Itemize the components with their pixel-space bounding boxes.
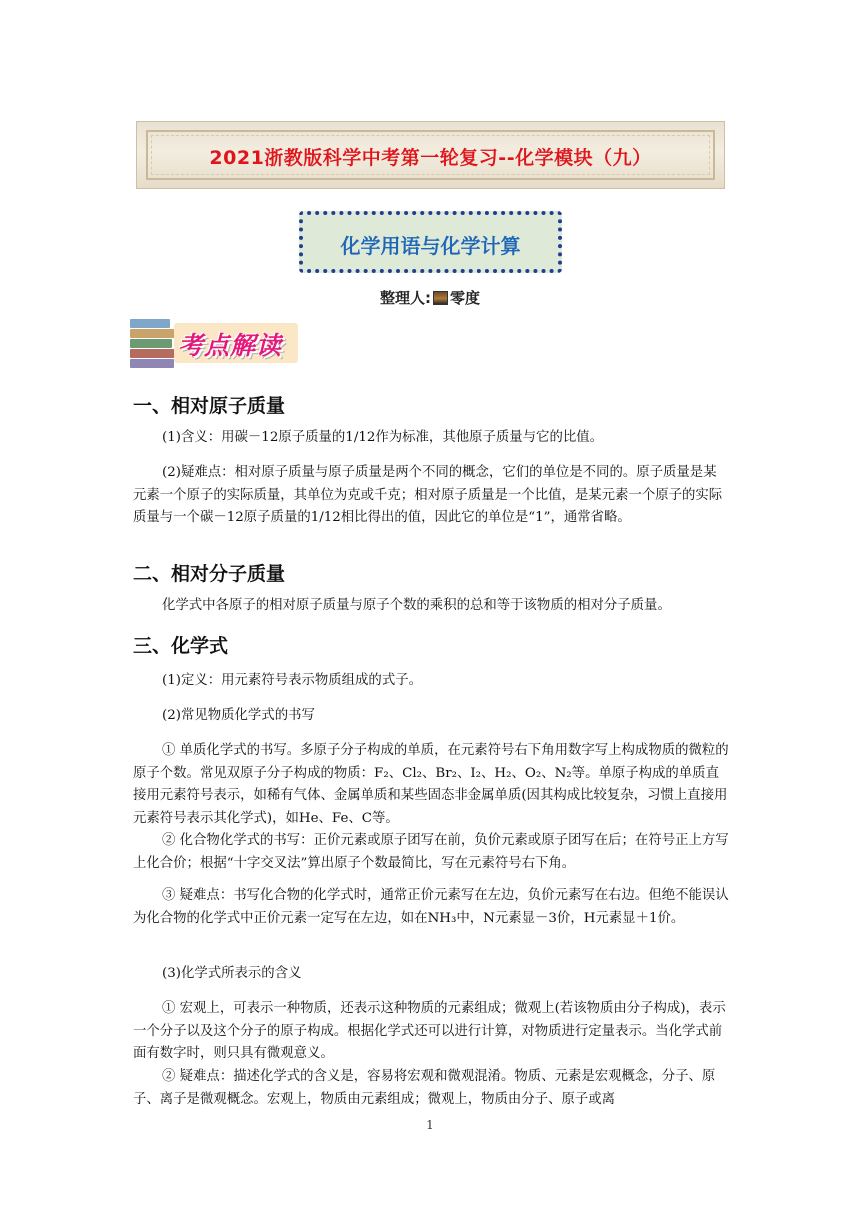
- paragraph: (3)化学式所表示的含义: [162, 966, 302, 981]
- compiler-label: 整理人:: [379, 289, 431, 307]
- page-number: 1: [426, 1118, 434, 1132]
- paragraph: ③ 疑难点：书写化合物的化学式时，通常正价元素写在左边，负价元素写在右边。但绝不能误认为化合物的化学式中正价元素一定写在左边，如在NH₃中，N元素显－3价，H元素显＋1价。: [133, 888, 729, 926]
- paragraph: ② 疑难点：描述化学式的含义是，容易将宏观和微观混淆。物质、元素是宏观概念，分子、原子、离子是微观概念。宏观上，物质由元素组成；微观上，物质由分子、原子或离: [133, 1069, 716, 1107]
- key-points-emblem: [130, 317, 298, 375]
- subtitle-box: [299, 211, 562, 273]
- paragraph: ① 宏观上，可表示一种物质，还表示这种物质的元素组成；微观上(若该物质由分子构成)，表示一个分子以及这个分子的原子构成。根据化学式还可以进行计算，对物质进行定量表示。当化学式前面有数字时，则只具有微观意义。: [133, 1001, 726, 1061]
- paragraph: (1)含义：用碳－12原子质量的1/12作为标准，其他原子质量与它的比值。: [162, 430, 604, 445]
- compiler-line: [0, 287, 860, 308]
- banner-title: 2021浙教版科学中考第一轮复习--化学模块（九）: [209, 147, 652, 169]
- title-banner: [136, 121, 725, 189]
- paragraph: ① 单质化学式的书写。多原子分子构成的单质，在元素符号右下角用数字写上构成物质的微粒的原子个数。常见双原子分子构成的物质：F₂、Cl₂、Br₂、I₂、H₂、O₂、N₂等。单原子构成的单质直接用元素符号表示，如稀有气体、金属单质和某些固态非金属单质(因其构成比较复杂，习惯上直接用元素符号表示其化学式)，如He、Fe、C等。: [133, 743, 729, 826]
- section-heading-3: 三、化学式: [133, 635, 229, 657]
- paragraph: 化学式中各原子的相对原子质量与原子个数的乘积的总和等于该物质的相对分子质量。: [162, 598, 671, 613]
- paragraph: ② 化合物化学式的书写：正价元素或原子团写在前，负价元素或原子团写在后；在符号正上方写上化合价；根据“十字交叉法”算出原子个数最简比，写在元素符号右下角。: [133, 833, 729, 871]
- books-icon: [130, 317, 180, 375]
- subtitle: 化学用语与化学计算: [340, 234, 521, 258]
- section-heading-1: 一、相对原子质量: [133, 395, 286, 417]
- paragraph: (2)常见物质化学式的书写: [162, 708, 315, 723]
- compiler-name: 零度: [449, 289, 480, 307]
- section-heading-2: 二、相对分子质量: [133, 563, 286, 585]
- paragraph: (2)疑难点：相对原子质量与原子质量是两个不同的概念，它们的单位是不同的。原子质量是某元素一个原子的实际质量，其单位为克或千克；相对原子质量是一个比值，是某元素一个原子的实际质量与一个碳－12原子质量的1/12相比得出的值，因此它的单位是“1”，通常省略。: [133, 465, 723, 525]
- avatar-icon: [433, 291, 448, 305]
- paragraph: (1)定义：用元素符号表示物质组成的式子。: [162, 673, 422, 688]
- emblem-text: 考点解读: [178, 331, 283, 360]
